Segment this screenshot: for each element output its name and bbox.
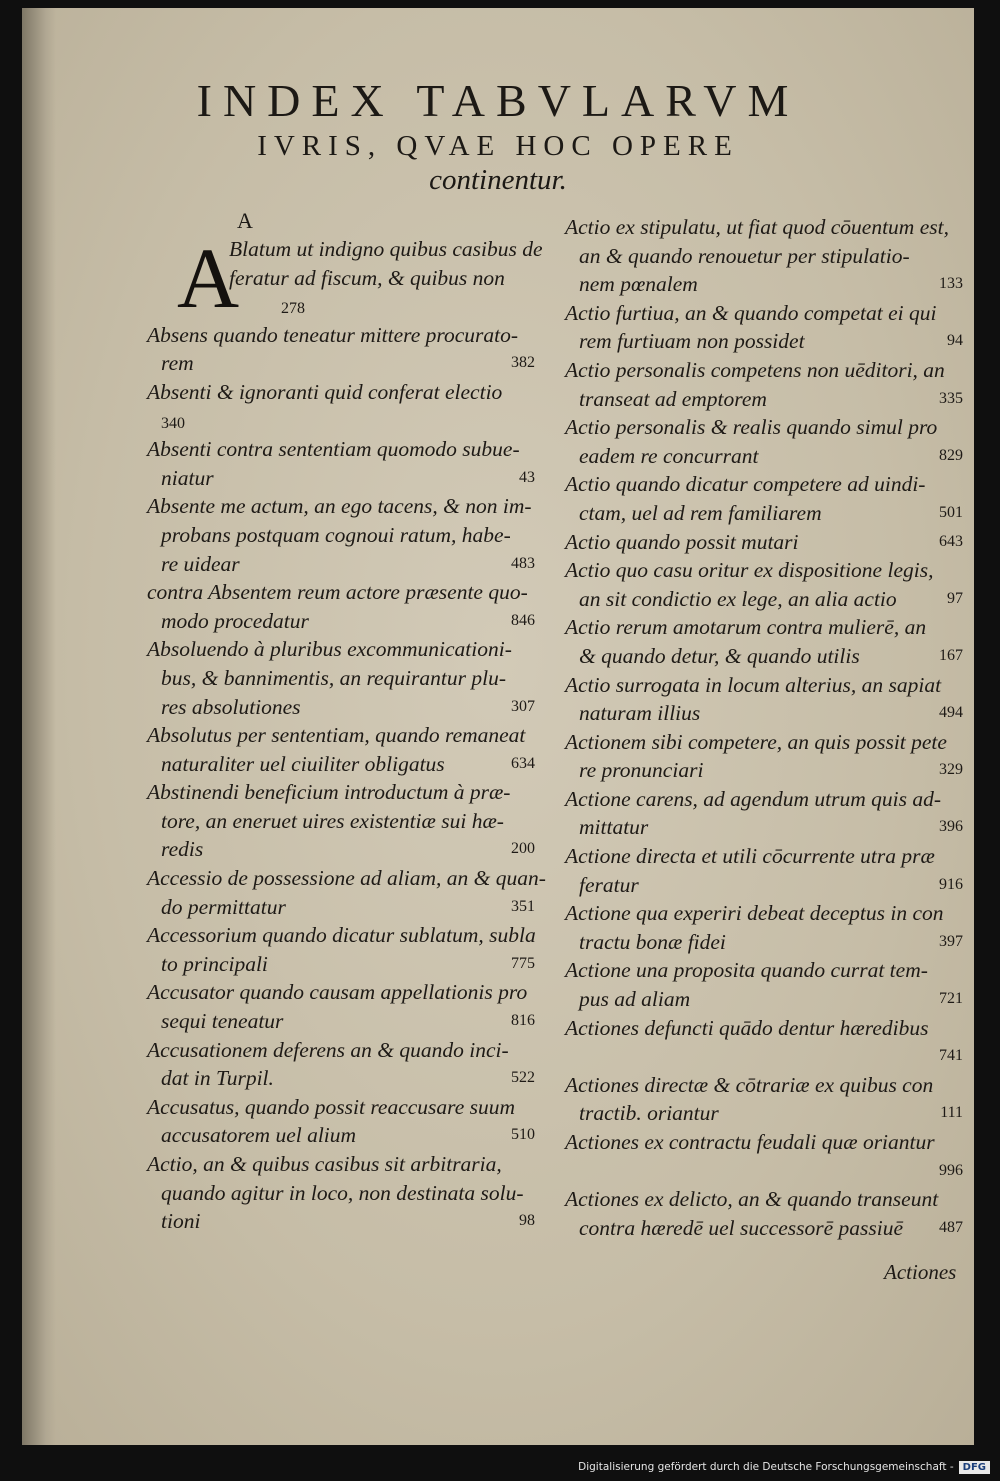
entry-text-line (565, 956, 975, 985)
entry-text-line (147, 778, 547, 807)
index-entry (147, 864, 547, 921)
entry-text-line (147, 1036, 547, 1065)
entry-text-line (565, 1214, 975, 1243)
entry-text: Accusator quando causam appellationis pro (147, 980, 528, 1005)
index-entry (147, 1093, 547, 1150)
entry-text-line (147, 578, 547, 607)
page-reference: 487 (939, 1218, 963, 1236)
index-entry (565, 528, 975, 557)
index-entry (147, 492, 547, 578)
page-reference: 721 (939, 990, 963, 1008)
entry-text-line (147, 378, 547, 407)
entry-text: Accessio de possessione ad aliam, an & quan- (147, 866, 546, 891)
entry-text: niatur (161, 465, 214, 490)
entry-text: feratur ad fiscum, & quibus non (229, 265, 505, 290)
entry-text: re pronunciari (579, 758, 704, 783)
entry-text-line (147, 693, 547, 722)
entry-text: tore, an eneruet uires existentiæ sui hæ- (161, 808, 504, 833)
entry-text-line (565, 928, 975, 957)
entry-text-line (565, 299, 975, 328)
index-entry (565, 213, 975, 299)
drop-capital: A (177, 230, 240, 326)
page-reference: 829 (939, 446, 963, 464)
index-entry (147, 230, 547, 326)
entry-text-line (147, 950, 547, 979)
entry-text-line (565, 385, 975, 414)
entry-text: tractib. oriantur (579, 1101, 719, 1126)
entry-text-line (565, 1014, 975, 1043)
entry-text: Actio, an & quibus casibus sit arbitraria, (147, 1152, 502, 1176)
entry-text: Actiones defuncti quādo dentur hæredibus (565, 1015, 929, 1040)
entry-text: modo procedatur (161, 608, 309, 633)
entry-text: Absens quando teneatur mittere procurato- (147, 322, 519, 347)
page-reference: 510 (511, 1126, 535, 1144)
entry-text: Accusatus, quando possit reaccusare suum (147, 1094, 516, 1119)
page-reference: 307 (511, 697, 535, 715)
index-entry (147, 321, 547, 378)
entry-text: transeat ad emptorem (579, 386, 767, 411)
entry-text: Actione carens, ad agendum utrum quis ad- (565, 786, 941, 811)
entry-text: Actio personalis competens non uēditori, an (565, 357, 945, 382)
page-reference: 775 (511, 954, 535, 972)
entry-text: an & quando renouetur per stipulatio- (579, 243, 910, 268)
entry-text-line (565, 327, 975, 356)
page-reference: 94 (947, 332, 963, 350)
entry-text-line (565, 756, 975, 785)
entry-text: probans postquam cognoui ratum, habe- (161, 522, 511, 547)
index-entry (147, 435, 547, 492)
page-reference: 43 (519, 468, 535, 486)
entry-text-line (565, 1128, 975, 1157)
entry-text-line (147, 521, 547, 550)
page-reference: 98 (519, 1212, 535, 1230)
page-reference: 996 (939, 1161, 963, 1179)
page-reference: 494 (939, 704, 963, 722)
entry-text-line (147, 607, 547, 636)
index-entry (565, 613, 975, 670)
entry-text: Actione directa et utili cōcurrente utra præ (565, 844, 935, 869)
entry-text-line (565, 785, 975, 814)
page-reference: 200 (511, 840, 535, 858)
entry-text: Actio personalis & realis quando simul pro (565, 415, 938, 440)
entry-text: pus ad aliam (579, 987, 691, 1012)
entry-text-line (147, 807, 547, 836)
entry-text-line (565, 585, 975, 614)
entry-text-line (147, 1121, 547, 1150)
entry-text: res absolutiones (161, 694, 301, 719)
entry-text: Actio surrogata in locum alterius, an sapiat (565, 672, 942, 697)
entry-text: nem pœnalem (579, 272, 698, 297)
page-reference: 397 (939, 932, 963, 950)
entry-text-line (147, 664, 547, 693)
page-reference: 816 (511, 1012, 535, 1030)
index-entry (565, 1071, 975, 1128)
entry-text-line (565, 613, 975, 642)
entry-text-line (565, 1185, 975, 1214)
entry-text-line (147, 635, 547, 664)
entry-text: quando agitur in loco, non destinata solu- (161, 1180, 524, 1205)
entry-text: Accessorium quando dicatur sublatum, subla (147, 923, 536, 948)
entry-text-line (147, 978, 547, 1007)
index-entry (565, 785, 975, 842)
page-reference: 382 (511, 354, 535, 372)
entry-text: naturaliter uel ciuiliter obligatus (161, 751, 445, 776)
index-entry (147, 778, 547, 864)
entry-text: an sit condictio ex lege, an alia actio (579, 586, 897, 611)
entry-text: contra Absentem reum actore præsente quo- (147, 580, 528, 605)
entry-text-line (565, 671, 975, 700)
digitization-footer (578, 1457, 990, 1477)
index-entry (565, 413, 975, 470)
page-reference: 278 (281, 300, 305, 318)
index-entry (565, 299, 975, 356)
page-edge-shadow (22, 8, 56, 1445)
entry-text: Actio rerum amotarum contra mulierē, an (565, 615, 927, 640)
index-entry (565, 899, 975, 956)
entry-text: Actionem sibi competere, an quis possit pete (565, 729, 947, 754)
index-entry (565, 671, 975, 728)
index-entry (565, 956, 975, 1013)
page-reference: 643 (939, 532, 963, 550)
entry-text: tioni (161, 1209, 201, 1234)
page-reference: 522 (511, 1069, 535, 1087)
entry-text: Actiones ex delicto, an & quando transeunt (565, 1187, 939, 1212)
entry-text: Absenti contra sententiam quomodo subue- (147, 437, 520, 462)
entry-text-line (565, 1071, 975, 1100)
entry-text: Absoluendo à pluribus excommunicationi- (147, 637, 512, 662)
entry-text-line (565, 213, 975, 242)
index-entry (147, 978, 547, 1035)
entry-text-line (565, 528, 975, 557)
page-reference: 501 (939, 503, 963, 521)
entry-text-line (565, 1157, 975, 1186)
page-reference: 634 (511, 754, 535, 772)
index-entry (147, 378, 547, 435)
page-reference: 335 (939, 389, 963, 407)
entry-text-line (147, 1064, 547, 1093)
entry-text: sequi teneatur (161, 1009, 284, 1034)
entry-text: Absolutus per sententiam, quando remaneat (147, 723, 526, 748)
entry-text-line (565, 642, 975, 671)
entry-text-line (147, 550, 547, 579)
entry-text-line (565, 728, 975, 757)
title-line-3: continentur. (429, 164, 567, 196)
page-reference: 846 (511, 611, 535, 629)
catchword: Actiones (884, 1260, 957, 1284)
entry-text-line (147, 464, 547, 493)
entry-text-line (147, 835, 547, 864)
entry-text-line (147, 435, 547, 464)
entry-text-line (565, 442, 975, 471)
index-entry (565, 1128, 975, 1185)
index-entry (147, 721, 547, 778)
book-page (22, 8, 974, 1445)
page-reference: 741 (939, 1047, 963, 1065)
footer-text: Digitalisierung gefördert durch die Deutsche Forschungsgemeinschaft - (578, 1461, 954, 1473)
entry-text: Actiones ex contractu feudali quæ oriantur (565, 1130, 935, 1154)
entry-text: do permittatur (161, 894, 286, 919)
index-entry (565, 728, 975, 785)
entry-text: eadem re concurrant (579, 443, 759, 468)
index-entry (565, 1014, 975, 1071)
entry-text: Actio ex stipulatu, ut fiat quod cōuentum est, (565, 215, 949, 239)
entry-text-line (565, 242, 975, 271)
index-entry (565, 356, 975, 413)
index-column-left (147, 230, 547, 1236)
entry-text-line (147, 750, 547, 779)
entry-text: Actione una proposita quando currat tem- (565, 958, 928, 983)
entry-text: feratur (579, 872, 639, 897)
page-reference: 340 (161, 414, 185, 432)
entry-text: Blatum ut indigno quibus casibus de (229, 237, 543, 261)
entry-text: dat in Turpil. (161, 1066, 274, 1091)
index-entry (565, 556, 975, 613)
entry-text-line (147, 1007, 547, 1036)
entry-text-line (147, 864, 547, 893)
entry-text-line (565, 1099, 975, 1128)
entry-text-line (147, 1093, 547, 1122)
entry-text: rem (161, 351, 194, 376)
entry-text-line (565, 985, 975, 1014)
entry-text: Actione qua experiri debeat deceptus in con (565, 901, 944, 926)
entry-text: Actio quando possit mutari (565, 529, 799, 554)
entry-text-line (147, 407, 547, 436)
index-entry (565, 470, 975, 527)
entry-text: rem furtiuam non possidet (579, 329, 805, 354)
page-reference: 916 (939, 875, 963, 893)
entry-text: Actiones directæ & cōtrariæ ex quibus con (565, 1072, 934, 1097)
entry-text: tractu bonæ fidei (579, 929, 726, 954)
entry-text-line (147, 893, 547, 922)
entry-text: Actio quando dicatur competere ad uindi- (565, 472, 926, 497)
entry-text: & quando detur, & quando utilis (579, 643, 860, 668)
entry-text: mittatur (579, 815, 649, 840)
index-entry (147, 635, 547, 721)
entry-text-line (565, 871, 975, 900)
page-reference: 329 (939, 761, 963, 779)
page-reference: 111 (940, 1104, 963, 1122)
entry-text: Actio quo casu oritur ex dispositione legis, (565, 558, 934, 583)
title-line-2: IVRIS, QVAE HOC OPERE (257, 130, 739, 162)
entry-text-line (147, 492, 547, 521)
entry-text: bus, & bannimentis, an requirantur plu- (161, 665, 506, 690)
entry-text: re uidear (161, 551, 240, 576)
entry-text-line (565, 413, 975, 442)
entry-text: Accusationem deferens an & quando inci- (147, 1037, 509, 1062)
entry-text-line (565, 699, 975, 728)
entry-text-line (147, 1150, 547, 1179)
entry-text-line (565, 556, 975, 585)
entry-text: ctam, uel ad rem familiarem (579, 500, 822, 525)
entry-text: to principali (161, 951, 268, 976)
entry-text: Absente me actum, an ego tacens, & non im- (147, 494, 532, 519)
entry-text-line (565, 842, 975, 871)
index-entry (565, 842, 975, 899)
section-letter: A (237, 208, 253, 233)
entry-text-line (565, 270, 975, 299)
index-entry (147, 578, 547, 635)
dfg-logo: DFG (959, 1461, 990, 1474)
title-line-1: INDEX TABVLARVM (196, 75, 800, 126)
index-column-right (565, 213, 975, 1242)
entry-text: Abstinendi beneficium introductum à præ- (147, 780, 511, 805)
index-entry (147, 921, 547, 978)
entry-text-line (565, 499, 975, 528)
entry-text-line (147, 921, 547, 950)
page-reference: 97 (947, 589, 963, 607)
index-entry (565, 1185, 975, 1242)
entry-text-line (147, 321, 547, 350)
entry-text-line (565, 813, 975, 842)
page-reference: 351 (511, 897, 535, 915)
entry-text-line (147, 721, 547, 750)
index-entry (147, 1150, 547, 1236)
index-entry (147, 1036, 547, 1093)
entry-text-line (147, 1179, 547, 1208)
entry-text: accusatorem uel alium (161, 1123, 357, 1148)
entry-text-line (565, 470, 975, 499)
page-reference: 396 (939, 818, 963, 836)
page-reference: 483 (511, 554, 535, 572)
entry-text-line (565, 899, 975, 928)
entry-text-line (147, 349, 547, 378)
entry-text: Actio furtiua, an & quando competat ei qui (565, 300, 937, 325)
page-reference: 167 (939, 646, 963, 664)
entry-text: Absenti & ignoranti quid conferat electio (147, 379, 503, 404)
entry-text: redis (161, 837, 204, 862)
entry-text-line (565, 1042, 975, 1071)
page-reference: 133 (939, 275, 963, 293)
entry-text-line (565, 356, 975, 385)
entry-text: naturam illius (579, 701, 701, 726)
entry-text: contra hæredē uel successorē passiuē (579, 1215, 904, 1240)
entry-text-line (147, 1207, 547, 1236)
